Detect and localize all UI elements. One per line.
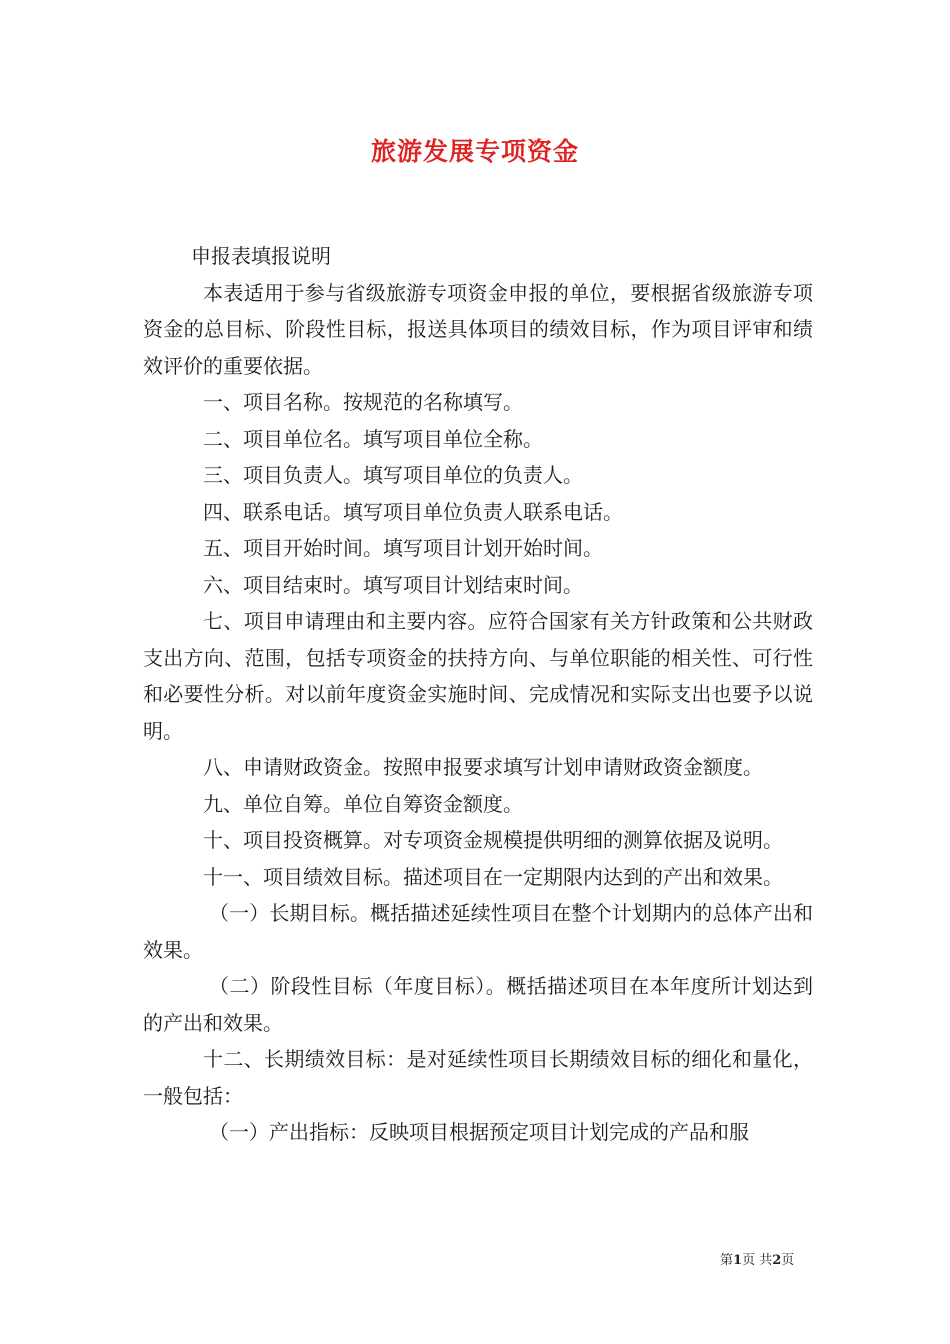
paragraph-item-12: 十二、长期绩效目标：是对延续性项目长期绩效目标的细化和量化，一般包括： xyxy=(143,1047,813,1108)
paragraph-item-4: 四、联系电话。填写项目单位负责人联系电话。 xyxy=(203,499,623,524)
paragraph-item-9: 九、单位自筹。单位自筹资金额度。 xyxy=(203,791,523,816)
paragraph-item-11-sub-2: （二）阶段性目标（年度目标）。概括描述项目在本年度所计划达到的产出和效果。 xyxy=(143,974,813,1035)
paragraph-item-1: 一、项目名称。按规范的名称填写。 xyxy=(203,390,523,414)
paragraph-item-3: 三、项目负责人。填写项目单位的负责人。 xyxy=(203,463,583,487)
paragraph-item-11-sub-1: （一）长期目标。概括描述延续性项目在整个计划期内的总体产出和效果。 xyxy=(143,901,813,962)
section-heading: 申报表填报说明 xyxy=(191,244,331,268)
document-body xyxy=(143,238,813,1151)
footer-total-pages: 2 xyxy=(772,1253,782,1268)
paragraph-intro: 本表适用于参与省级旅游专项资金申报的单位，要根据省级旅游专项资金的总目标、阶段性目标，报送具体项目的绩效目标，作为项目评审和绩效评价的重要依据。 xyxy=(143,280,813,378)
footer-suffix: 页 xyxy=(781,1253,795,1268)
paragraph-item-10: 十、项目投资概算。对专项资金规模提供明细的测算依据及说明。 xyxy=(203,828,783,852)
page-footer xyxy=(720,1249,794,1268)
paragraph-item-2: 二、项目单位名。填写项目单位全称。 xyxy=(203,426,543,451)
paragraph-item-12-sub-1: （一）产出指标：反映项目根据预定项目计划完成的产品和服 xyxy=(209,1120,749,1144)
document-title: 旅游发展专项资金 xyxy=(370,137,579,166)
footer-page-number: 1 xyxy=(733,1253,743,1268)
paragraph-item-8: 八、申请财政资金。按照申报要求填写计划申请财政资金额度。 xyxy=(203,755,763,779)
paragraph-item-11: 十一、项目绩效目标。描述项目在一定期限内达到的产出和效果。 xyxy=(203,864,783,889)
paragraph-item-6: 六、项目结束时。填写项目计划结束时间。 xyxy=(203,572,583,597)
footer-middle: 页 共 xyxy=(742,1253,773,1268)
footer-prefix: 第 xyxy=(720,1253,734,1268)
paragraph-item-7: 七、项目申请理由和主要内容。应符合国家有关方针政策和公共财政支出方向、范围，包括专项资金的扶持方向、与单位职能的相关性、可行性和必要性分析。对以前年度资金实施时间、完成情况和实际支出也要予以说明。 xyxy=(143,609,813,743)
paragraph-item-5: 五、项目开始时间。填写项目计划开始时间。 xyxy=(203,536,603,560)
